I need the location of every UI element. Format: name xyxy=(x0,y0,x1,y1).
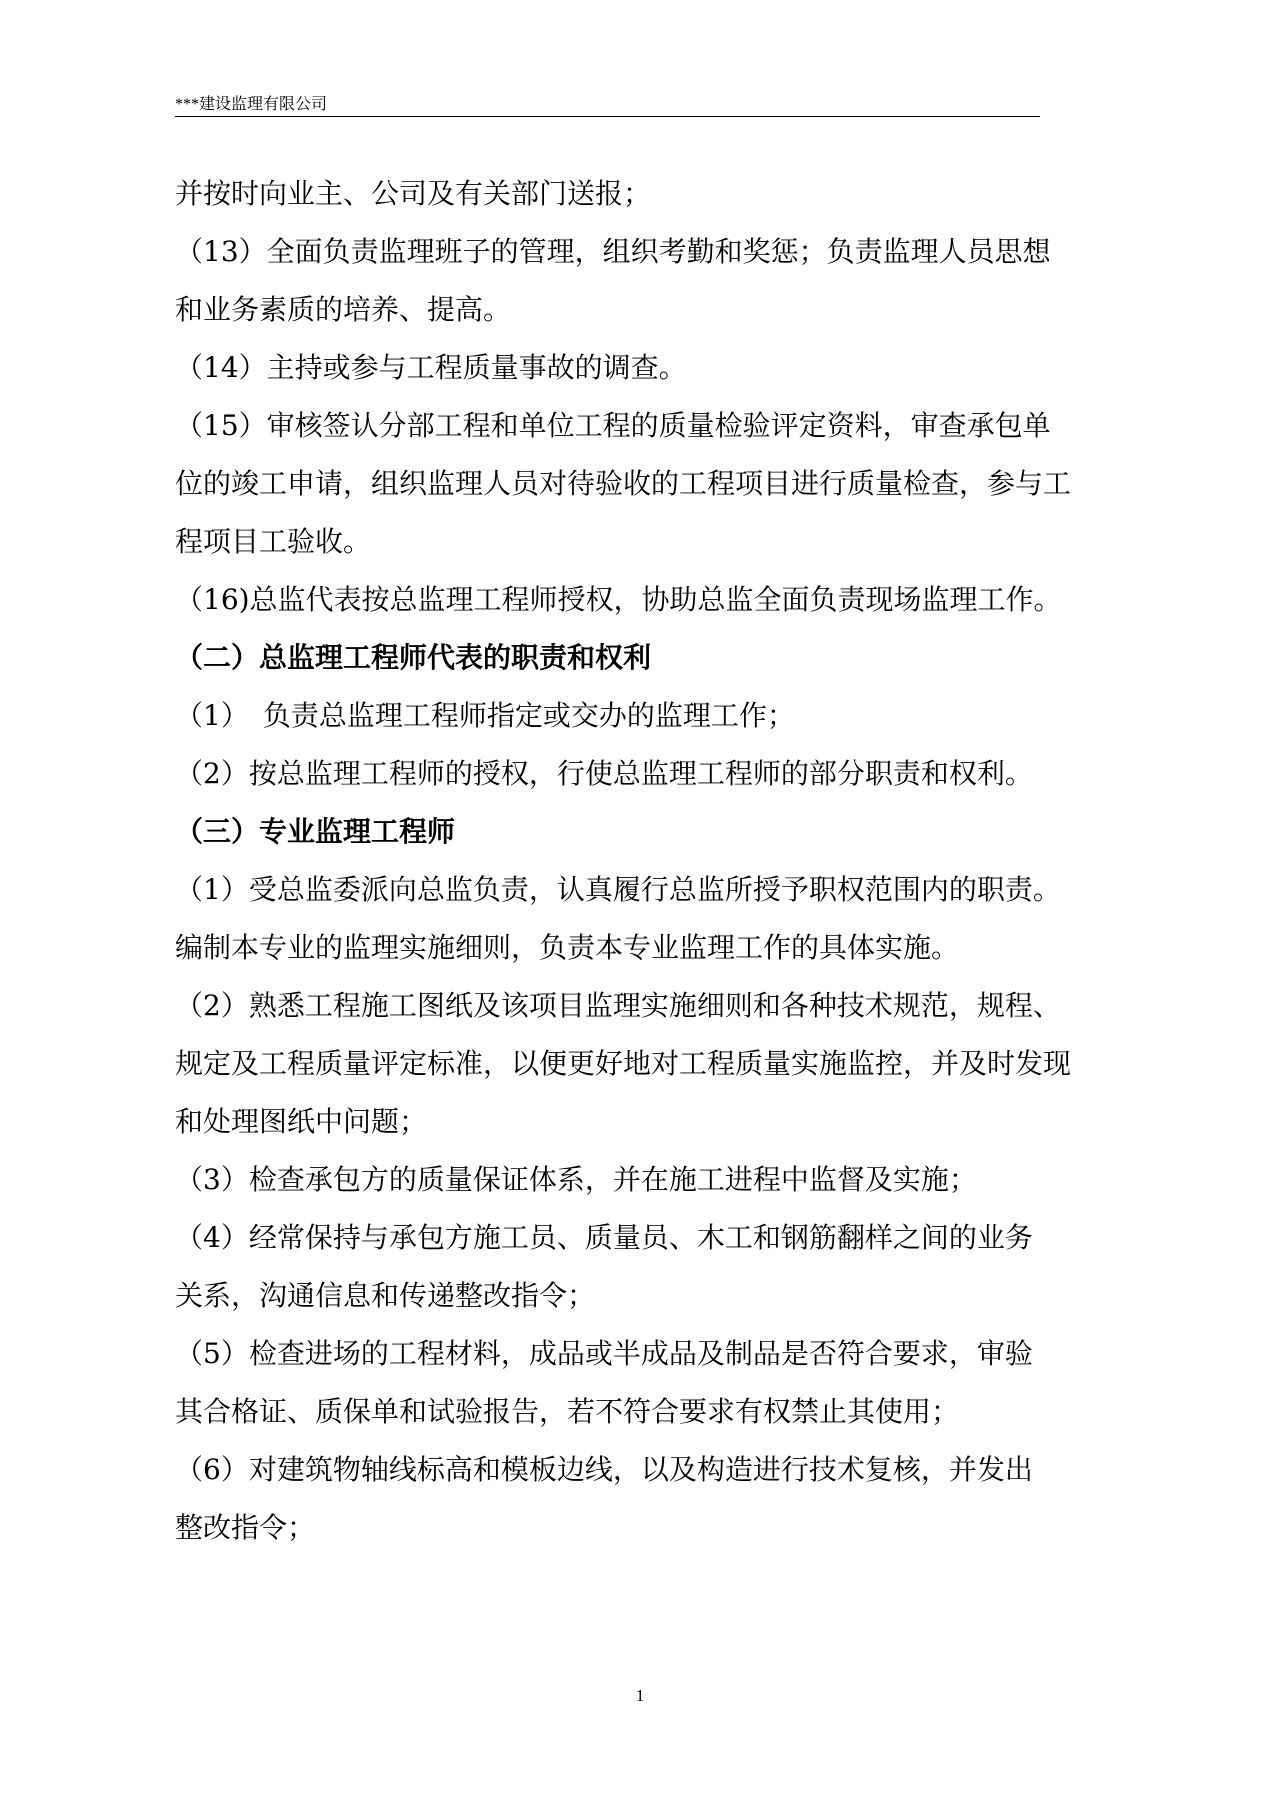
body-line: （16)总监代表按总监理工程师授权，协助总监全面负责现场监理工作。 xyxy=(175,583,1062,616)
body-line: 规定及工程质量评定标准，以便更好地对工程质量实施监控，并及时发现 xyxy=(175,1047,1072,1080)
body-line: 位的竣工申请，组织监理人员对待验收的工程项目进行质量检查，参与工 xyxy=(175,467,1072,500)
page-header xyxy=(175,92,1040,117)
body-line: （2）熟悉工程施工图纸及该项目监理实施细则和各种技术规范，规程、 xyxy=(175,989,1061,1022)
body-line: 和处理图纸中问题； xyxy=(175,1105,428,1138)
company-name: ***建设监理有限公司 xyxy=(175,96,328,113)
document-body xyxy=(175,165,1135,1557)
body-line: 编制本专业的监理实施细则，负责本专业监理工作的具体实施。 xyxy=(175,931,960,964)
body-line: （13）全面负责监理班子的管理，组织考勤和奖惩；负责监理人员思想 xyxy=(175,235,1051,268)
body-line: 其合格证、质保单和试验报告，若不符合要求有权禁止其使用； xyxy=(175,1395,960,1428)
body-line: （4）经常保持与承包方施工员、质量员、木工和钢筋翻样之间的业务 xyxy=(175,1221,1033,1254)
body-line: 关系，沟通信息和传递整改指令； xyxy=(175,1279,596,1312)
body-line: 并按时向业主、公司及有关部门送报； xyxy=(175,177,652,210)
body-line: （6）对建筑物轴线标高和模板边线，以及构造进行技术复核，并发出 xyxy=(175,1453,1033,1486)
body-line: 程项目工验收。 xyxy=(175,525,372,558)
body-line: （5）检查进场的工程材料，成品或半成品及制品是否符合要求，审验 xyxy=(175,1337,1033,1370)
body-line: 整改指令； xyxy=(175,1511,316,1544)
body-line: 和业务素质的培养、提高。 xyxy=(175,293,512,326)
body-line: （15）审核签认分部工程和单位工程的质量检验评定资料，审查承包单 xyxy=(175,409,1051,442)
body-line: （1）受总监委派向总监负责，认真履行总监所授予职权范围内的职责。 xyxy=(175,873,1061,906)
section-heading: （三）专业监理工程师 xyxy=(175,815,456,848)
section-heading: （二）总监理工程师代表的职责和权利 xyxy=(175,641,652,674)
body-line: （1） 负责总监理工程师指定或交办的监理工作； xyxy=(175,699,795,732)
body-line: （3）检查承包方的质量保证体系，并在施工进程中监督及实施； xyxy=(175,1163,977,1196)
body-line: （2）按总监理工程师的授权，行使总监理工程师的部分职责和权利。 xyxy=(175,757,1033,790)
page-number: 1 xyxy=(635,1686,645,1705)
body-line: （14）主持或参与工程质量事故的调查。 xyxy=(175,351,687,384)
